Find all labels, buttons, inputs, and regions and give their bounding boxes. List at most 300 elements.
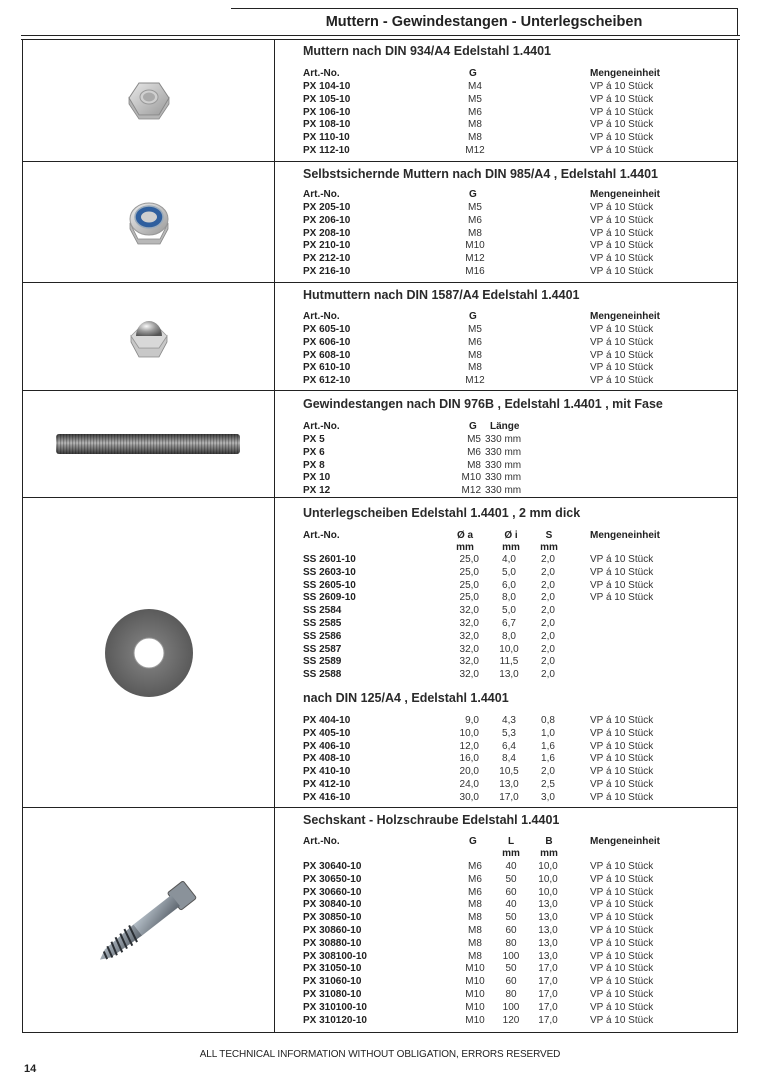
section-title: Hutmuttern nach DIN 1587/A4 Edelstahl 1.4401 <box>303 288 580 302</box>
cell-art-no: PX 408-10 <box>303 753 351 765</box>
cell-outer-diameter: 25,0 <box>459 566 479 578</box>
cell-unit: VP á 10 Stück <box>590 240 654 252</box>
cell-unit: VP á 10 Stück <box>590 886 654 898</box>
cell-length: 330 mm <box>485 446 522 458</box>
cell-thickness: 2,0 <box>541 643 555 655</box>
cell-inner-diameter: 6,0 <box>502 579 516 591</box>
cell-unit: VP á 10 Stück <box>590 253 654 265</box>
col-art-no: Art.-No. <box>303 311 340 322</box>
cell-art-no: PX 110-10 <box>303 132 350 144</box>
table-row <box>303 361 723 374</box>
col-art-no: Art.-No. <box>303 68 340 79</box>
cell-thickness: 3,0 <box>541 791 555 803</box>
table-row <box>303 668 723 681</box>
table-header <box>303 420 723 433</box>
cell-inner-diameter: 13,0 <box>499 669 519 681</box>
cell-g: M8 <box>468 132 482 144</box>
subsection-title: nach DIN 125/A4 , Edelstahl 1.4401 <box>303 691 509 705</box>
cell-outer-diameter: 24,0 <box>459 779 479 790</box>
cell-art-no: PX 5 <box>303 434 325 445</box>
cell-g: M5 <box>468 324 482 335</box>
table-row <box>303 643 723 656</box>
cell-art-no: SS 2585 <box>303 618 342 629</box>
product-info <box>303 283 737 390</box>
section-threaded-rods <box>23 391 737 498</box>
table-row <box>303 591 723 604</box>
col-art-no: Art.-No. <box>303 421 340 432</box>
col-g: G <box>469 421 477 432</box>
unit-mm: mm <box>502 542 520 553</box>
cell-art-no: PX 30650-10 <box>303 873 362 885</box>
cell-length: 50 <box>505 963 517 975</box>
cell-unit: VP á 10 Stück <box>590 989 654 1000</box>
cell-art-no: PX 404-10 <box>303 715 351 726</box>
table-row <box>303 265 723 278</box>
product-info <box>303 39 737 161</box>
cell-inner-diameter: 5,0 <box>502 566 516 578</box>
cell-length: 60 <box>505 925 517 936</box>
table-row <box>303 471 723 484</box>
lag-screw-icon <box>84 870 214 970</box>
table-row <box>303 898 723 911</box>
cell-inner-diameter: 8,0 <box>502 592 516 604</box>
table-row <box>303 323 723 336</box>
table-row <box>303 566 723 579</box>
table-row <box>303 553 723 566</box>
col-g: G <box>469 311 477 322</box>
unit-mm: mm <box>540 848 558 859</box>
product-info <box>303 498 737 807</box>
cell-outer-diameter: 32,0 <box>459 669 479 681</box>
cell-unit: VP á 10 Stück <box>590 93 654 105</box>
section-title: Selbstsichernde Muttern nach DIN 985/A4 , Edelstahl 1.4401 <box>303 167 658 181</box>
cell-art-no: PX 30880-10 <box>303 937 362 949</box>
washer-icon <box>103 607 195 699</box>
cell-g: M8 <box>468 362 482 374</box>
cell-art-no: PX 10 <box>303 472 331 484</box>
col-thickness: S <box>545 530 553 541</box>
cell-unit: VP á 10 Stück <box>590 119 654 131</box>
cell-art-no: PX 212-10 <box>303 253 351 265</box>
cell-length: 330 mm <box>485 472 522 484</box>
col-length: L <box>507 836 515 847</box>
cell-thickness: 2,0 <box>541 566 555 578</box>
cell-art-no: PX 105-10 <box>303 93 351 105</box>
table-row <box>303 727 723 740</box>
cell-art-no: SS 2586 <box>303 630 342 642</box>
product-image-cell <box>23 391 275 497</box>
table-row <box>303 860 723 873</box>
cell-b: 13,0 <box>538 912 558 924</box>
cell-art-no: SS 2589 <box>303 656 342 668</box>
cell-g: M10 <box>465 240 485 252</box>
table-row <box>303 80 723 93</box>
cell-unit: VP á 10 Stück <box>590 214 654 226</box>
cell-art-no: PX 30660-10 <box>303 886 362 898</box>
product-image-cell <box>23 283 275 390</box>
cell-art-no: PX 605-10 <box>303 324 351 335</box>
cell-b: 17,0 <box>538 1014 558 1026</box>
cell-unit: VP á 10 Stück <box>590 937 654 949</box>
table-header <box>303 188 723 201</box>
product-image-cell <box>23 39 275 161</box>
cell-unit: VP á 10 Stück <box>590 740 654 752</box>
cell-art-no: SS 2587 <box>303 643 342 655</box>
cell-b: 10,0 <box>538 873 558 885</box>
cell-length: 60 <box>505 886 517 898</box>
cell-outer-diameter: 30,0 <box>459 791 479 803</box>
col-g: G <box>469 836 477 847</box>
cell-g: M8 <box>468 119 482 131</box>
cell-g: M4 <box>468 81 482 92</box>
lock-nut-icon <box>126 197 172 247</box>
unit-mm: mm <box>540 542 558 553</box>
col-art-no: Art.-No. <box>303 530 340 541</box>
unit-mm: mm <box>502 848 520 859</box>
product-image-cell <box>23 162 275 282</box>
cell-g: M12 <box>465 375 485 387</box>
cell-length: 50 <box>505 873 517 885</box>
cell-thickness: 0,8 <box>541 715 555 726</box>
cell-unit: VP á 10 Stück <box>590 202 654 213</box>
cell-inner-diameter: 8,4 <box>502 753 516 765</box>
product-info <box>303 808 737 1032</box>
cell-unit: VP á 10 Stück <box>590 861 654 872</box>
cell-b: 13,0 <box>538 925 558 936</box>
cell-g: M6 <box>468 886 482 898</box>
cell-g: M8 <box>468 912 482 924</box>
cell-thickness: 2,0 <box>541 554 555 565</box>
cell-inner-diameter: 8,0 <box>502 630 516 642</box>
table-row <box>303 988 723 1001</box>
cell-unit: VP á 10 Stück <box>590 715 654 726</box>
cell-unit: VP á 10 Stück <box>590 81 654 92</box>
cell-unit: VP á 10 Stück <box>590 566 654 578</box>
col-art-no: Art.-No. <box>303 836 340 847</box>
cell-inner-diameter: 5,0 <box>502 605 516 617</box>
cell-art-no: PX 31080-10 <box>303 989 362 1000</box>
cell-b: 17,0 <box>538 963 558 975</box>
cell-length: 120 <box>502 1014 520 1026</box>
cell-g: M8 <box>468 937 482 949</box>
cell-unit: VP á 10 Stück <box>590 791 654 803</box>
cell-art-no: PX 8 <box>303 459 325 471</box>
cell-g: M5 <box>468 202 482 213</box>
table-row <box>303 655 723 668</box>
cell-thickness: 2,0 <box>541 630 555 642</box>
cell-b: 10,0 <box>538 886 558 898</box>
table-row <box>303 144 723 157</box>
table-row <box>303 778 723 791</box>
table-row <box>303 950 723 963</box>
cell-b: 10,0 <box>538 861 558 872</box>
section-title: Unterlegscheiben Edelstahl 1.4401 , 2 mm dick <box>303 506 581 520</box>
table-row <box>303 93 723 106</box>
cell-thickness: 1,6 <box>541 740 555 752</box>
table-header <box>303 67 723 80</box>
cell-unit: VP á 10 Stück <box>590 349 654 361</box>
table-row <box>303 740 723 753</box>
table-row <box>303 1001 723 1014</box>
table-row <box>303 484 723 497</box>
cell-thickness: 2,5 <box>541 779 555 790</box>
table-row <box>303 752 723 765</box>
cell-outer-diameter: 32,0 <box>459 630 479 642</box>
table-row <box>303 106 723 119</box>
cell-b: 13,0 <box>538 937 558 949</box>
cell-art-no: PX 112-10 <box>303 145 350 156</box>
hex-nut-icon <box>126 77 172 123</box>
cell-unit: VP á 10 Stück <box>590 336 654 348</box>
cell-art-no: PX 106-10 <box>303 106 351 118</box>
cell-length: 40 <box>505 899 517 911</box>
cell-art-no: PX 31060-10 <box>303 976 362 988</box>
cell-thickness: 2,0 <box>541 605 555 617</box>
table-row <box>303 617 723 630</box>
cell-inner-diameter: 13,0 <box>499 779 519 790</box>
cap-nut-icon <box>127 312 171 362</box>
cell-thickness: 1,6 <box>541 753 555 765</box>
col-unit: Mengeneinheit <box>590 189 661 200</box>
cell-art-no: SS 2601-10 <box>303 554 356 565</box>
cell-g: M12 <box>465 253 485 265</box>
cell-unit: VP á 10 Stück <box>590 324 654 335</box>
cell-art-no: PX 208-10 <box>303 227 351 239</box>
cell-g: M5 <box>468 93 482 105</box>
table-row <box>303 630 723 643</box>
cell-art-no: PX 606-10 <box>303 336 351 348</box>
cell-outer-diameter: 25,0 <box>459 592 479 604</box>
section-cap-nuts <box>23 283 737 391</box>
cell-outer-diameter: 10,0 <box>459 727 479 739</box>
cell-thickness: 2,0 <box>541 656 555 668</box>
table-row <box>303 214 723 227</box>
product-table <box>22 39 738 1033</box>
cell-outer-diameter: 32,0 <box>459 656 479 668</box>
product-info <box>303 391 737 497</box>
col-outer-diameter: Ø a <box>456 530 474 541</box>
cell-g: M10 <box>465 1001 485 1013</box>
section-washers <box>23 498 737 808</box>
table-row <box>303 579 723 592</box>
cell-art-no: SS 2605-10 <box>303 579 356 591</box>
table-row <box>303 252 723 265</box>
cell-unit: VP á 10 Stück <box>590 227 654 239</box>
table-row <box>303 791 723 804</box>
section-hex-nuts <box>23 39 737 162</box>
cell-length: 330 mm <box>485 459 522 471</box>
col-unit: Mengeneinheit <box>590 68 661 79</box>
cell-length: 80 <box>505 989 517 1000</box>
table-row <box>303 459 723 472</box>
section-title: Muttern nach DIN 934/A4 Edelstahl 1.4401 <box>303 44 552 58</box>
cell-length: 80 <box>505 937 517 949</box>
cell-art-no: PX 612-10 <box>303 375 351 387</box>
cell-g: M6 <box>468 106 482 118</box>
threaded-rod-icon <box>54 431 244 457</box>
cell-art-no: PX 310120-10 <box>303 1014 367 1026</box>
cell-outer-diameter: 9,0 <box>465 715 479 726</box>
cell-g: M6 <box>468 336 482 348</box>
cell-art-no: PX 6 <box>303 446 325 458</box>
cell-inner-diameter: 10,0 <box>499 643 519 655</box>
cell-art-no: SS 2603-10 <box>303 566 356 578</box>
cell-unit: VP á 10 Stück <box>590 132 654 144</box>
cell-g: M8 <box>467 459 481 471</box>
page-title: Muttern - Gewindestangen - Unterlegscheiben <box>231 8 738 35</box>
table-row <box>303 131 723 144</box>
cell-art-no: PX 608-10 <box>303 349 351 361</box>
cell-length: 100 <box>502 1001 520 1013</box>
cell-unit: VP á 10 Stück <box>590 579 654 591</box>
col-g: G <box>469 68 477 79</box>
cell-g: M12 <box>461 485 481 497</box>
cell-inner-diameter: 5,3 <box>502 727 516 739</box>
table-row <box>303 873 723 886</box>
cell-g: M6 <box>468 873 482 885</box>
cell-art-no: PX 12 <box>303 485 331 497</box>
cell-unit: VP á 10 Stück <box>590 963 654 975</box>
product-info <box>303 162 737 282</box>
cell-thickness: 2,0 <box>541 618 555 629</box>
table-row <box>303 886 723 899</box>
cell-unit: VP á 10 Stück <box>590 145 654 156</box>
cell-outer-diameter: 25,0 <box>459 554 479 565</box>
cell-art-no: PX 412-10 <box>303 779 351 790</box>
cell-art-no: PX 216-10 <box>303 266 351 277</box>
cell-g: M8 <box>468 950 482 962</box>
cell-g: M10 <box>465 976 485 988</box>
cell-art-no: PX 610-10 <box>303 362 351 374</box>
cell-inner-diameter: 11,5 <box>499 656 519 668</box>
cell-b: 17,0 <box>538 1001 558 1013</box>
cell-outer-diameter: 20,0 <box>459 766 479 778</box>
col-length: Länge <box>490 421 520 432</box>
table-row <box>303 201 723 214</box>
cell-length: 60 <box>505 976 517 988</box>
table-row <box>303 446 723 459</box>
cell-art-no: PX 108-10 <box>303 119 351 131</box>
cell-unit: VP á 10 Stück <box>590 753 654 765</box>
product-image-cell <box>23 808 275 1032</box>
cell-g: M12 <box>465 145 485 156</box>
table-row <box>303 911 723 924</box>
cell-b: 13,0 <box>538 899 558 911</box>
cell-inner-diameter: 10,5 <box>499 766 519 778</box>
cell-unit: VP á 10 Stück <box>590 375 654 387</box>
table-row <box>303 765 723 778</box>
cell-g: M8 <box>468 227 482 239</box>
cell-inner-diameter: 4,3 <box>502 715 516 726</box>
cell-art-no: PX 416-10 <box>303 791 351 803</box>
cell-art-no: SS 2609-10 <box>303 592 356 604</box>
cell-art-no: PX 104-10 <box>303 81 351 92</box>
cell-art-no: PX 30840-10 <box>303 899 362 911</box>
cell-length: 100 <box>502 950 520 962</box>
cell-g: M5 <box>467 434 481 445</box>
cell-outer-diameter: 32,0 <box>459 643 479 655</box>
col-unit: Mengeneinheit <box>590 530 661 541</box>
table-row <box>303 604 723 617</box>
page-number: 14 <box>24 1063 37 1075</box>
cell-thickness: 2,0 <box>541 592 555 604</box>
cell-art-no: PX 310100-10 <box>303 1001 367 1013</box>
cell-thickness: 2,0 <box>541 579 555 591</box>
col-unit: Mengeneinheit <box>590 311 661 322</box>
cell-art-no: PX 405-10 <box>303 727 351 739</box>
cell-outer-diameter: 12,0 <box>459 740 479 752</box>
cell-art-no: PX 205-10 <box>303 202 351 213</box>
cell-art-no: PX 308100-10 <box>303 950 367 962</box>
table-row <box>303 714 723 727</box>
cell-g: M8 <box>468 899 482 911</box>
table-row <box>303 433 723 446</box>
table-header <box>303 310 723 323</box>
col-inner-diameter: Ø i <box>504 530 518 541</box>
cell-g: M6 <box>468 861 482 872</box>
table-header-units <box>303 847 723 860</box>
cell-art-no: SS 2584 <box>303 605 342 617</box>
cell-art-no: PX 31050-10 <box>303 963 362 975</box>
table-row <box>303 975 723 988</box>
cell-outer-diameter: 16,0 <box>459 753 479 765</box>
cell-art-no: PX 30850-10 <box>303 912 362 924</box>
cell-g: M10 <box>465 989 485 1000</box>
cell-unit: VP á 10 Stück <box>590 899 654 911</box>
cell-g: M10 <box>465 963 485 975</box>
cell-g: M8 <box>468 925 482 936</box>
cell-inner-diameter: 6,7 <box>502 618 516 629</box>
cell-length: 40 <box>505 861 517 872</box>
table-row <box>303 349 723 362</box>
cell-unit: VP á 10 Stück <box>590 779 654 790</box>
col-unit: Mengeneinheit <box>590 836 661 847</box>
section-lock-nuts <box>23 162 737 283</box>
section-lag-screws <box>23 808 737 1032</box>
col-art-no: Art.-No. <box>303 189 340 200</box>
cell-unit: VP á 10 Stück <box>590 1001 654 1013</box>
divider <box>21 35 740 36</box>
cell-art-no: PX 406-10 <box>303 740 351 752</box>
cell-unit: VP á 10 Stück <box>590 554 654 565</box>
cell-g: M16 <box>465 266 485 277</box>
table-row <box>303 924 723 937</box>
col-b: B <box>545 836 553 847</box>
disclaimer: ALL TECHNICAL INFORMATION WITHOUT OBLIGATION, ERRORS RESERVED <box>199 1049 561 1060</box>
cell-outer-diameter: 32,0 <box>459 605 479 617</box>
cell-outer-diameter: 25,0 <box>459 579 479 591</box>
cell-length: 50 <box>505 912 517 924</box>
cell-art-no: PX 210-10 <box>303 240 351 252</box>
cell-art-no: PX 410-10 <box>303 766 351 778</box>
table-row <box>303 1014 723 1027</box>
cell-art-no: SS 2588 <box>303 669 342 681</box>
cell-length: 330 mm <box>485 485 522 497</box>
table-row <box>303 118 723 131</box>
col-g: G <box>469 189 477 200</box>
cell-art-no: PX 206-10 <box>303 214 351 226</box>
table-row <box>303 937 723 950</box>
cell-b: 17,0 <box>538 976 558 988</box>
cell-inner-diameter: 4,0 <box>502 554 516 565</box>
cell-thickness: 2,0 <box>541 669 555 681</box>
cell-unit: VP á 10 Stück <box>590 873 654 885</box>
cell-unit: VP á 10 Stück <box>590 912 654 924</box>
cell-b: 13,0 <box>538 950 558 962</box>
cell-unit: VP á 10 Stück <box>590 950 654 962</box>
cell-g: M10 <box>465 1014 485 1026</box>
table-row <box>303 962 723 975</box>
